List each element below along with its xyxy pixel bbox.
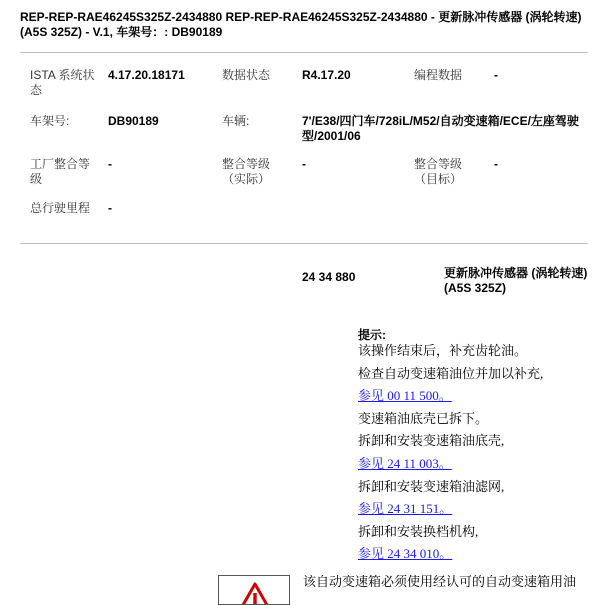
part-name: 更新脉冲传感器 (涡轮转速) (A5S 325Z)	[444, 266, 588, 295]
warning-box	[218, 575, 290, 605]
reference-link-24-31-151[interactable]: 参见 24 31 151。	[358, 501, 453, 517]
header-divider	[20, 52, 588, 53]
factory-level-value: -	[108, 157, 112, 171]
notice-line: 拆卸和安装换档机构,	[358, 523, 479, 539]
part-number: 24 34 880	[302, 270, 356, 284]
vehicle-value: 7'/E38/四门车/728iL/M52/自动变速箱/ECE/左座驾驶型/2001/06	[302, 114, 579, 143]
reference-link-24-34-010[interactable]: 参见 24 34 010。	[358, 546, 453, 562]
mileage-label: 总行驶里程	[30, 201, 91, 215]
notice-title: 提示:	[358, 328, 386, 342]
programming-value: -	[494, 68, 498, 82]
data-status-value: R4.17.20	[302, 68, 351, 82]
ista-label: ISTA 系统状态	[30, 68, 95, 97]
warning-text: 该自动变速箱必须使用经认可的自动变速箱用油	[303, 574, 577, 589]
vin-value: DB90189	[108, 114, 159, 128]
notice-section	[358, 328, 588, 569]
target-level-value: -	[494, 157, 498, 171]
reference-link-00-11-500[interactable]: 参见 00 11 500。	[358, 388, 452, 404]
data-status-label: 数据状态	[222, 68, 271, 82]
actual-level-label: 整合等级（实际）	[222, 157, 271, 186]
warning-triangle-icon	[237, 582, 273, 605]
notice-line: 拆卸和安装变速箱油滤网,	[358, 478, 505, 494]
info-divider	[20, 243, 588, 244]
vin-label: 车架号:	[30, 114, 70, 128]
reference-link-24-11-003[interactable]: 参见 24 11 003。	[358, 455, 452, 471]
notice-line: 检查自动变速箱油位并加以补充,	[358, 365, 544, 381]
notice-line: 该操作结束后，补充齿轮油。	[358, 343, 528, 358]
programming-label: 编程数据	[414, 68, 463, 82]
factory-level-label: 工厂整合等级	[30, 157, 91, 186]
notice-line: 变速箱油底壳已拆下。	[358, 410, 489, 426]
ista-value: 4.17.20.18171	[108, 68, 185, 82]
notice-line: 拆卸和安装变速箱油底壳,	[358, 433, 505, 449]
actual-level-value: -	[302, 157, 306, 171]
vehicle-label: 车辆:	[222, 114, 250, 128]
target-level-label: 整合等级（目标）	[414, 157, 463, 186]
mileage-value: -	[108, 201, 112, 215]
page-title: REP-REP-RAE46245S325Z-2434880 REP-REP-RAE46245S325Z-2434880 - 更新脉冲传感器 (涡轮转速) (A5S 325Z) - V.1, 车架号：: DB90189	[20, 10, 582, 39]
